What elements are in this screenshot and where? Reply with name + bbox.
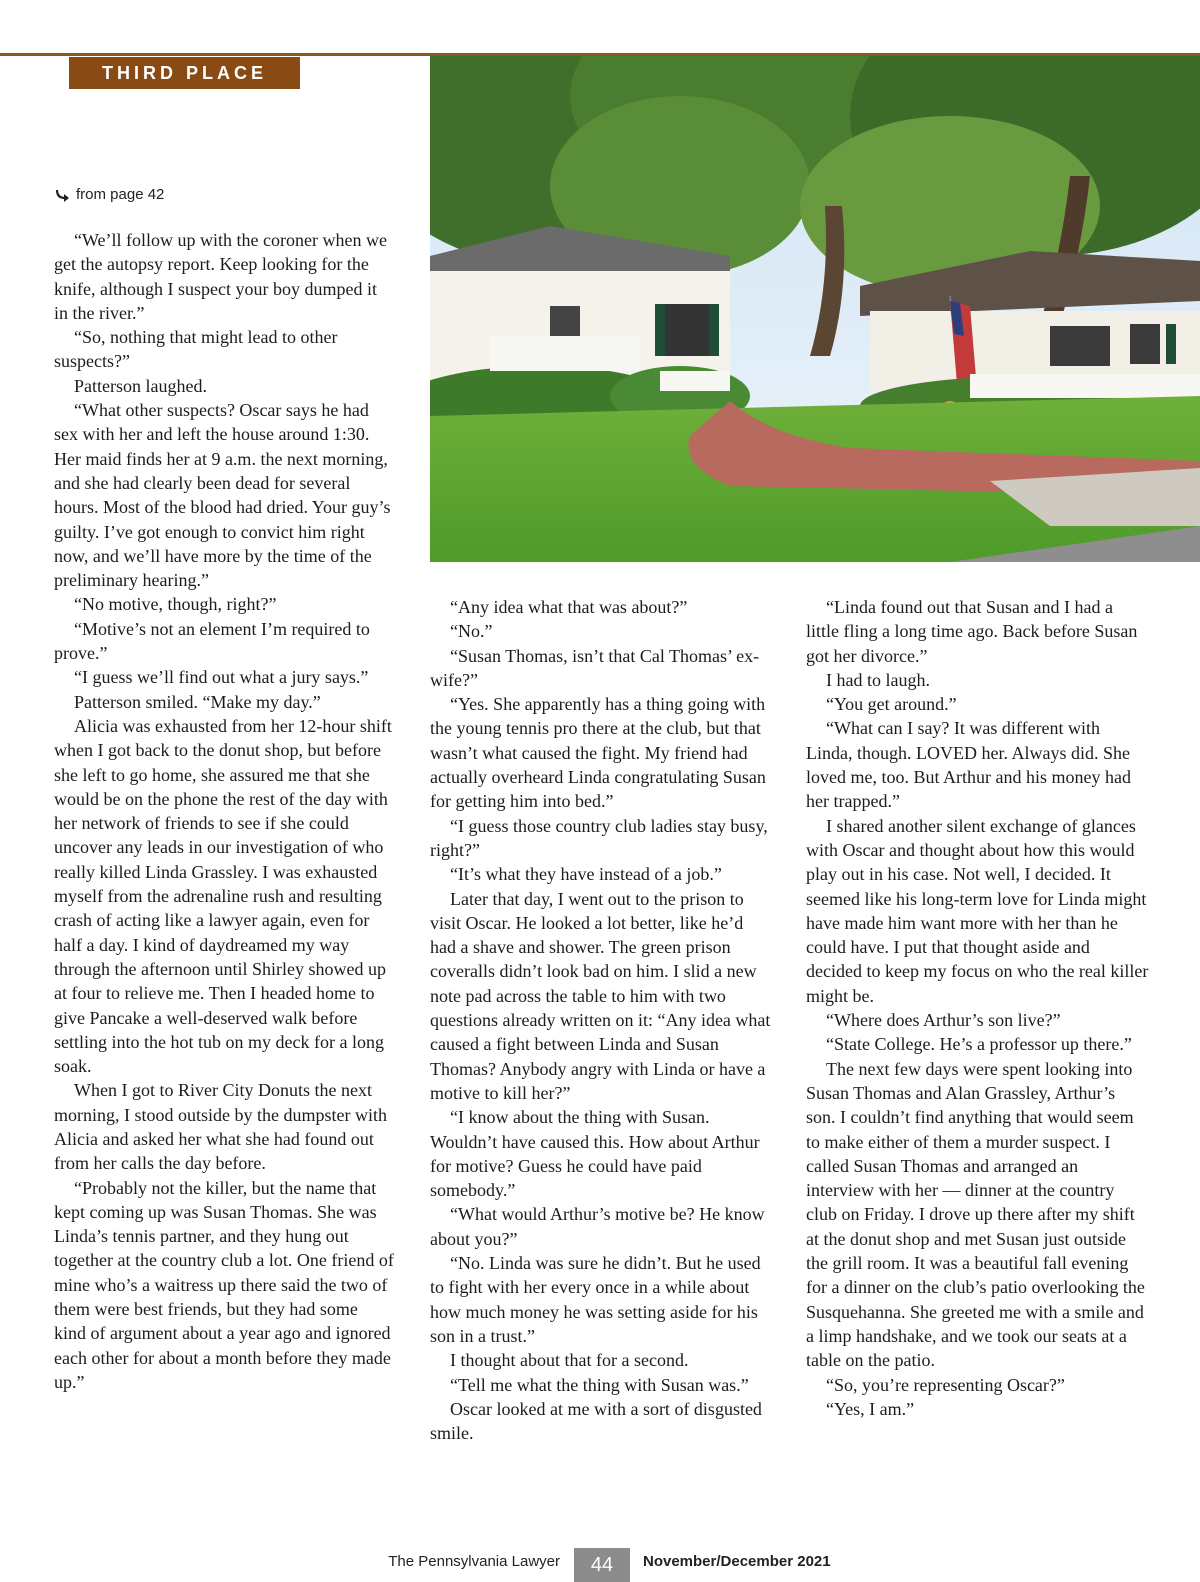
paragraph: “What can I say? It was different with Linda, though. LOVED her. Always did. She loved me, too. But Arthur and his money had her trapped.” xyxy=(806,718,1131,812)
paragraph: Patterson laughed. xyxy=(74,375,207,396)
suburban-house-photo xyxy=(430,56,1200,562)
page-footer xyxy=(0,1548,1200,1582)
paragraph: “So, you’re representing Oscar?” xyxy=(826,1374,1065,1395)
article-column-3 xyxy=(806,595,1149,1421)
paragraph: “So, nothing that might lead to other suspects?” xyxy=(54,327,338,372)
paragraph: The next few days were spent looking into Susan Thomas and Alan Grassley, Arthur’s son. I couldn’t find anything that would seem to make either of them a murder suspect. I called Susan Thomas and arranged an interview with her — dinner at the country club on Friday. I drove up there after my shift at the donut shop and met Susan just outside the grill room. It was a beautiful fall evening for a dinner on the club’s patio overlooking the Susquehanna. She greeted me with a smile and a limp handshake, and we took our seats at a table on the patio. xyxy=(806,1058,1145,1371)
paragraph: “No. Linda was sure he didn’t. But he used to fight with her every once in a while about how much money he was setting aside for his son in a trust.” xyxy=(430,1253,761,1346)
paragraph: When I got to River City Donuts the next morning, I stood outside by the dumpster with Alicia and asked her what she had found out from her calls the day before. xyxy=(54,1080,387,1174)
section-label: THIRD PLACE xyxy=(69,57,300,89)
paragraph: “Linda found out that Susan and I had a little fling a long time ago. Back before Susan got her divorce.” xyxy=(806,597,1138,666)
paragraph: “I guess those country club ladies stay busy, right?” xyxy=(430,815,768,860)
paragraph: “I know about the thing with Susan. Wouldn’t have caused this. How about Arthur for motive? Guess he could have paid somebody.” xyxy=(430,1107,760,1201)
continued-arrow-icon xyxy=(54,187,70,203)
paragraph: “It’s what they have instead of a job.” xyxy=(450,864,722,885)
paragraph: “What other suspects? Oscar says he had sex with her and left the house around 1:30. Her maid finds her at 9 a.m. the next morning, and she had clearly been dead for several hours. Most of the blood had dried. Your guy’s guilty. I’ve got enough to convict him right now, and we’ll have more by the time of the preliminary hearing.” xyxy=(54,400,391,591)
publication-name: The Pennsylvania Lawyer xyxy=(388,1553,560,1570)
paragraph: “We’ll follow up with the coroner when we get the autopsy report. Keep looking for the knife, although I suspect your boy dumped it in the river.” xyxy=(54,230,387,323)
paragraph: Later that day, I went out to the prison to visit Oscar. He looked a lot better, like he’d had a shave and shower. The green prison coveralls didn’t look bad on him. I slid a new note pad across the table to him with two questions already written on it: “Any idea what caused a fight between Linda and Susan Thomas? Anybody angry with Linda or have a motive to kill her?” xyxy=(430,888,771,1103)
continued-from-label: from page 42 xyxy=(76,186,165,203)
paragraph: “Yes, I am.” xyxy=(826,1398,915,1419)
paragraph: “Yes. She apparently has a thing going with the young tennis pro there at the club, but that wasn’t what caused the fight. My friend had actually overheard Linda congratulating Susan for getting him into bed.” xyxy=(430,694,766,812)
paragraph: I had to laugh. xyxy=(826,669,930,690)
paragraph: “No motive, though, right?” xyxy=(74,594,277,615)
paragraph: “No.” xyxy=(450,621,493,642)
paragraph: “What would Arthur’s motive be? He know about you?” xyxy=(430,1204,765,1249)
page-number: 44 xyxy=(574,1548,630,1582)
paragraph: Oscar looked at me with a sort of disgusted smile. xyxy=(430,1398,762,1444)
paragraph: Alicia was exhausted from her 12-hour shift when I got back to the donut shop, but before she left to go home, she assured me that she would be on the phone the rest of the day with her network of friends to see if she could uncover any leads in our investigation of who really killed Linda Grassley. I was exhausted myself from the adrenaline rush and resulting crash of acting like a lawyer again, even for half a day. I kind of daydreamed my way through the afternoon until Shirley showed up at four to relieve me. Then I headed home to give Pancake a well-deserved walk before settling into the hot tub on my deck for a long soak. xyxy=(54,715,392,1077)
paragraph: “Where does Arthur’s son live?” xyxy=(826,1010,1061,1031)
article-column-1 xyxy=(54,228,394,1394)
paragraph: “Any idea what that was about?” xyxy=(450,597,688,617)
paragraph: “State College. He’s a professor up there.” xyxy=(826,1034,1132,1055)
paragraph: I thought about that for a second. xyxy=(450,1350,689,1371)
paragraph: Patterson smiled. “Make my day.” xyxy=(74,691,321,712)
issue-date: November/December 2021 xyxy=(643,1553,831,1570)
article-column-2 xyxy=(430,595,773,1445)
paragraph: “You get around.” xyxy=(826,694,957,715)
continued-from-note xyxy=(54,186,164,203)
paragraph: “Motive’s not an element I’m required to prove.” xyxy=(54,618,370,664)
paragraph: “Probably not the killer, but the name that kept coming up was Susan Thomas. She was Linda’s tennis partner, and they hung out together at the country club a lot. One friend of mine who’s a waitress up there said the two of them were best friends, but they had some kind of argument about a year ago and ignored each other for about a month before they made up.” xyxy=(54,1177,394,1392)
paragraph: I shared another silent exchange of glances with Oscar and thought about how this would play out in his case. Not well, I decided. It seemed like his long-term love for Linda might have made him want more with her than he could have. I put that thought aside and decided to keep my focus on who the real killer might be. xyxy=(806,815,1149,1006)
paragraph: “I guess we’ll find out what a jury says.” xyxy=(74,667,369,688)
paragraph: “Susan Thomas, isn’t that Cal Thomas’ ex-wife?” xyxy=(430,645,760,690)
paragraph: “Tell me what the thing with Susan was.” xyxy=(450,1374,749,1395)
